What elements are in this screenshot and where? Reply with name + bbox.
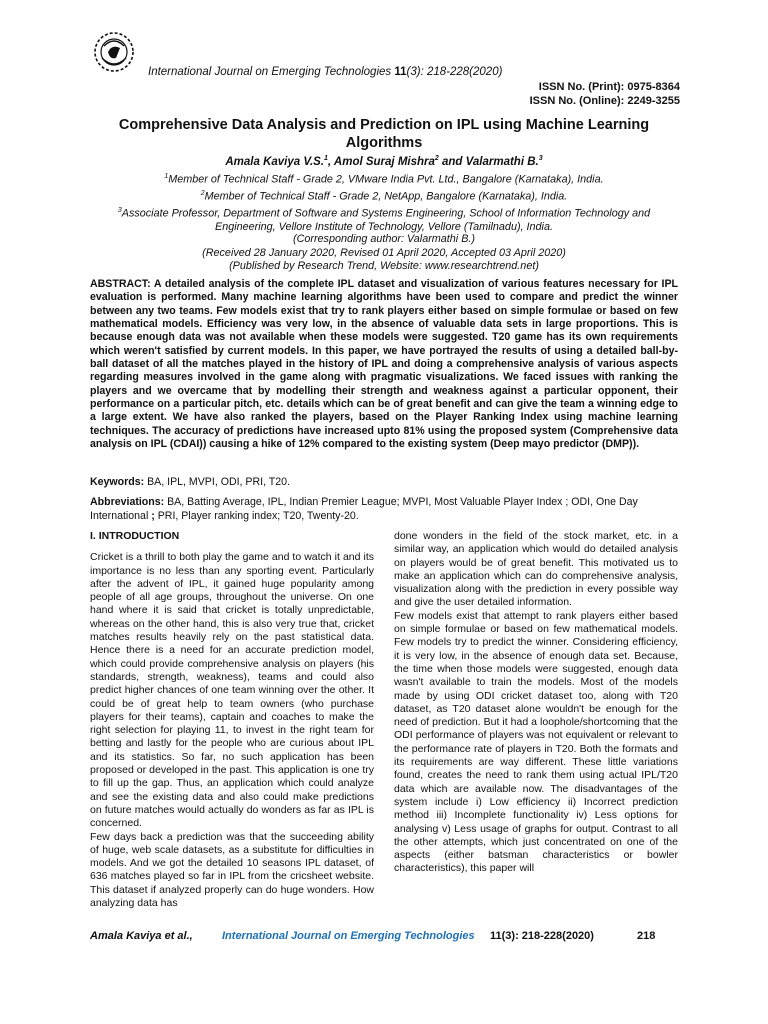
issn-online: ISSN No. (Online): 2249-3255 bbox=[529, 95, 680, 107]
article-history bbox=[90, 233, 678, 274]
affiliation-2 bbox=[90, 187, 678, 204]
abstract: ABSTRACT: A detailed analysis of the complete IPL dataset and visualization of various features necessary for IPL evaluation is performed. Many machine learning algorithms have been used to compare and predict the winner between any two teams. Few models exist that try to rank players either based on simple formulae or based on few mathematical models. Efficiency was very low, in the absence of valuable data sets in large proportions. This is because enough data was not available when these models were suggested. T20 game has its own requirements which weren't satisfied by current models. In this paper, we have portrayed the results of using a detailed ball-by-ball dataset of all the matches played in the history of IPL and doing a comprehensive analysis of various aspects regarding measures involved in the game along with pragmatic visualizations. We faced issues with ranking the players and we overcame that by modelling their strength and weakness against a particular opponent, their performance on a particular pitch, etc. details which can be of great benefit and can give the team a winning edge to a large extent. We have also ranked the players, based on the Player Ranking Index using machine learning techniques. The accuracy of predictions have increased upto 81% using the proposed system (Comprehensive data analysis on IPL (CDAI)) causing a hike of 12% compared to the existing system (Deep mayo predictor (DMP)). bbox=[90, 278, 678, 451]
journal-issue-pages: (3): 218-228(2020) bbox=[406, 66, 503, 78]
abbrev-semicolon: ; bbox=[151, 509, 155, 522]
issn-block bbox=[530, 80, 680, 108]
journal-header bbox=[148, 66, 502, 78]
journal-logo-icon bbox=[90, 28, 138, 76]
author-name: Valarmathi B. bbox=[465, 155, 539, 168]
affil-num: 2 bbox=[200, 190, 205, 198]
footer-journal: International Journal on Emerging Technologies bbox=[222, 930, 475, 942]
paragraph: Cricket is a thrill to both play the game and to watch it and its importance is no less than any sporting event. Particularly after the advent of IPL, it gained huge popularity among people of all age groups, throughout the universe. On one hand where it is said that cricket is totally unpredictable, whereas on the other hand, this is also very true that, cricket matches results heavily rely on the past statistical data. Hence there is a need for an accurate prediction model, which could provide comprehensive analysis on players (his standards, strength, weakness), teams and could also predict higher chances of one team winning over the other. It could be of great help to team owners (who purchase players for their teams), captain and coaches to make the right selection for playing 11, to invest in the right team for betting and lastly for the people who are curious about IPL and its statistics. So far, no such application has been proposed or developed in the past. This application is one try to fill up the gap. Thus, an application which could analyze and see the existing data and also could make predictions on future matches would actually do wonders as far as IPL is concerned. bbox=[90, 551, 374, 830]
abbrev-text-2: PRI, Player ranking index; T20, Twenty-20. bbox=[154, 509, 359, 522]
affil-text: Associate Professor, Department of Software and Systems Engineering, School of Information Technology and Engineering, Vellore Institute of Technology, Vellore (Tamilnadu), India. bbox=[121, 207, 651, 234]
affil-text: Member of Technical Staff - Grade 2, NetApp, Bangalore (Karnataka), India. bbox=[204, 190, 568, 203]
corresponding-author: (Corresponding author: Valarmathi B.) bbox=[292, 233, 476, 245]
author-sup: 2 bbox=[434, 155, 439, 162]
keywords-text: BA, IPL, MVPI, ODI, PRI, T20. bbox=[144, 476, 290, 488]
author-name: Amol Suraj Mishra bbox=[333, 155, 435, 168]
paragraph: done wonders in the field of the stock market, etc. in a similar way, an application which would do detailed analysis on players would be of great benefit. This motivated us to make an application which can do comprehensive analysis, visualization along with the prediction in every possible way and give the user detailed information. bbox=[394, 530, 678, 609]
keywords-label: Keywords: bbox=[90, 476, 145, 488]
author-name: Amala Kaviya V.S. bbox=[225, 155, 325, 168]
affil-num: 3 bbox=[117, 207, 122, 215]
affil-text: Member of Technical Staff - Grade 2, VMware India Pvt. Ltd., Bangalore (Karnataka), India. bbox=[168, 173, 604, 186]
affiliation-3 bbox=[90, 204, 678, 235]
paragraph: Few days back a prediction was that the succeeding ability of huge, web scale datasets, as a substitute for difficulties in models. And we got the detailed 10 seasons IPL dataset, of 636 matches played so far in IPL from the cricsheet website. This dataset if analyzed properly can do huge wonders. How analyzing data has bbox=[90, 830, 374, 910]
section-heading: I. INTRODUCTION bbox=[90, 530, 180, 542]
author-sup: 3 bbox=[538, 155, 543, 162]
body-column-left bbox=[90, 530, 374, 910]
issn-print: ISSN No. (Print): 0975-8364 bbox=[538, 81, 680, 93]
body-column-right bbox=[394, 530, 678, 876]
affiliation-1 bbox=[90, 170, 678, 187]
author-list bbox=[90, 155, 678, 168]
footer-volume: 11(3): 218-228(2020) bbox=[490, 930, 594, 942]
footer-authors: Amala Kaviya et al., bbox=[90, 930, 193, 942]
author-sep: and bbox=[438, 155, 466, 168]
abbrev-text: BA, Batting Average, IPL, Indian Premier League; MVPI, Most Valuable Player Index ; ODI, One Day International bbox=[90, 496, 638, 522]
affil-num: 1 bbox=[164, 173, 169, 180]
author-sep: , bbox=[327, 155, 334, 168]
author-sup: 1 bbox=[324, 155, 328, 162]
affiliations bbox=[90, 170, 678, 235]
abbrev-label: Abbreviations: bbox=[90, 496, 165, 508]
publisher-line: (Published by Research Trend, Website: www.researchtrend.net) bbox=[229, 260, 539, 272]
abbreviations bbox=[90, 496, 678, 523]
journal-volume: 11 bbox=[394, 66, 407, 78]
received-dates: (Received 28 January 2020, Revised 01 April 2020, Accepted 03 April 2020) bbox=[202, 246, 566, 259]
keywords bbox=[90, 476, 678, 490]
paper-title: Comprehensive Data Analysis and Prediction on IPL using Machine Learning Algorithms bbox=[118, 117, 650, 151]
paragraph: Few models exist that attempt to rank players either based on simple formulae or based on few mathematical models. Few models try to predict the winner. Considering efficiency, it is very low, in the absence of enough data set. Because, the time when those models were suggested, enough data wasn't available to train the models. Most of the models made by using ODI cricket dataset too, along with T20 dataset, as T20 dataset alone wouldn't be enough for the need of prediction. But it had a loophole/shortcoming that the ODI performance of players was not equivalent or relevant to the performance rate of players in T20. Both the formats and its requirements are way different. These little variations found, creates the need to rank them using actual IPL/T20 data which are available now. The disadvantages of the system include i) Low efficiency ii) Incorrect prediction method iii) Incomplete functionality iv) Less options for analysing v) Less usage of graphs for output. Contrast to all the other attempts, which just concentrated on one of the aspects (either batsman characteristics or bowler characteristics), this paper will bbox=[394, 609, 678, 875]
page-number: 218 bbox=[637, 930, 656, 942]
journal-name: International Journal on Emerging Technologies bbox=[148, 66, 392, 78]
